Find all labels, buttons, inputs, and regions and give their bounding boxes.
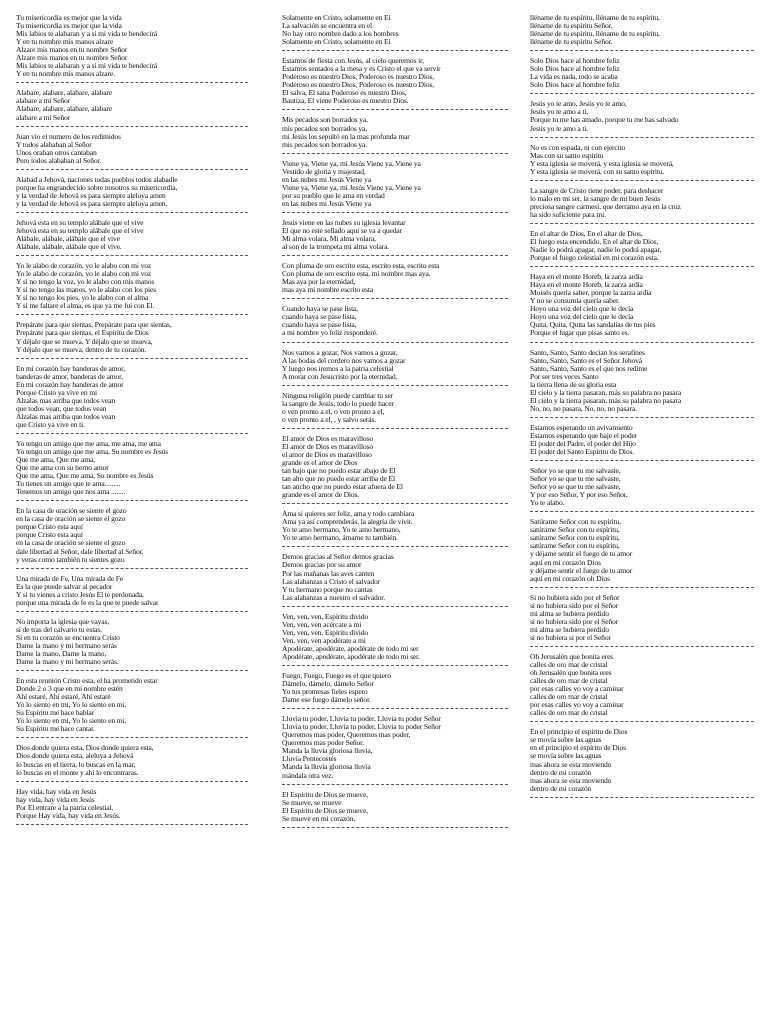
lyric-line: dentro de mi corazón <box>530 784 592 793</box>
lyric-line: dale libertad al Señor, dale libertad al Señor, <box>16 547 144 556</box>
lyric-line: mi alma se hubiera perdido <box>530 625 609 634</box>
lyric-line: lléname de tu espíritu Señor, <box>530 22 613 31</box>
lyric-line: Alábale, alábale, alábale que el vive <box>16 235 120 244</box>
lyric-line: si no hubiera sido por el Señor <box>530 617 619 626</box>
lyric-line: Porque tu me has amado, porque tu me has salvado <box>530 116 679 125</box>
lyric-line: El poder del Santo Espíritu de Dios. <box>530 448 635 457</box>
lyric-line: Y si tu vienes a cristo Jesús El te perdonada, <box>16 590 144 599</box>
lyric-line: Una mirada de Fe, Una mirada de Fe <box>16 574 124 583</box>
lyric-line: No es con espada, ni con ejercito <box>530 143 626 152</box>
lyric-line: preciosa sangre carmesí, que derramo aya en la cruz <box>530 202 681 211</box>
lyric-line: Se mueve, se mueve <box>282 798 342 807</box>
lyric-line: Satúrame Señor con tu espíritu, <box>530 518 621 527</box>
song-block <box>530 651 754 722</box>
song-block <box>282 611 508 666</box>
song-block <box>282 303 508 342</box>
lyric-line: Y si no tengo la voz, yo le alabo con mis manos <box>16 278 155 287</box>
lyric-line: Con pluma de oro escrito esta, mi nombre mas aya. <box>282 270 431 279</box>
lyric-line: se movía sobre las aguas <box>530 752 602 761</box>
lyric-line: Lluvia tu poder, Lluvia tu poder, Lluvia tu poder Señor <box>282 723 441 732</box>
lyric-line: mi Jesús los sepultó en la mas profunda mar <box>282 132 410 141</box>
lyric-line: Y todos alababan al Señor <box>16 140 92 149</box>
lyric-line: aquí en mi corazón oh Dios <box>530 574 610 583</box>
lyric-line: Poderoso es nuestro Dios, Poderoso es nuestro Dios, <box>282 73 435 82</box>
lyric-line: Yo te amo hermano, Yo te amo hermano, <box>282 526 401 535</box>
lyric-line: Haya en el monte Horeb, la zarza ardía <box>530 273 643 282</box>
lyric-line: En la casa de oración se siente el gozo <box>16 507 127 516</box>
song-block <box>530 271 754 342</box>
lyric-line: Yo te alabo. <box>530 499 565 508</box>
lyric-line: Ama si quieres ser feliz, ama y todo cambiara <box>282 510 415 519</box>
lyric-line: Y por eso Señor, Y por eso Señor, <box>530 491 628 500</box>
lyric-line: Jehová esta en su templo alábale que el vive <box>16 226 144 235</box>
song-block <box>530 726 754 797</box>
lyric-line: Lluvia tu poder, Lluvia tu poder, Lluvia tu poder Señor <box>282 715 441 724</box>
song-block <box>282 12 508 51</box>
lyric-line: Unos oraban otros cantaban <box>16 148 97 157</box>
lyric-line: Poderoso es nuestro Dios, Poderoso es nuestro Dios, <box>282 81 435 90</box>
lyric-line: lo malo en mi ser, la sangre de mi buen Jesús <box>530 194 661 203</box>
lyric-line: Ven, ven, ven acércate a mi <box>282 620 362 629</box>
lyric-line: Tu misericordia es mejor que la vida <box>16 14 122 22</box>
lyric-line: Queremos mas poder Señor. <box>282 739 364 748</box>
lyric-line: Alzalas mas arriba que todos vean <box>16 412 116 421</box>
lyric-line: Y luego nos iremos a la patria celestial <box>282 364 394 373</box>
lyric-line: Dame la mano y mi hermano serás <box>16 641 117 650</box>
lyric-line: Yo tengo un amigo que me ama, me ama, me ama <box>16 439 161 448</box>
lyric-line: Jehová esta en su templo alábale que el vive <box>16 218 144 227</box>
lyric-line: por su pueblo que le ama en verdad <box>282 191 385 200</box>
lyric-line: Tenemos un amigo que nos ama ........ <box>16 488 126 497</box>
lyric-line: Estamos esperando un avivamiento <box>530 423 633 432</box>
song-block <box>16 438 248 501</box>
lyric-line: lo buscas en el tierra, lo buscas en la mar, <box>16 760 136 769</box>
lyric-line: El amor de Dios es maravilloso <box>282 434 374 443</box>
lyric-line: satúrame Señor con tu espíritu, <box>530 526 620 535</box>
lyric-line: Su Espíritu me hace hablar <box>16 709 94 718</box>
lyric-line: Dios donde quiera esta, Dios donde quiera esta, <box>16 744 154 753</box>
lyric-line: Demos gracias al Señor demos gracias <box>282 553 394 562</box>
lyric-line: el amor de Dios es maravilloso <box>282 450 372 459</box>
lyric-line: Hoyo una voz del cielo que le decía <box>530 305 634 314</box>
lyric-line: ha sido suficiente para mi. <box>530 210 606 219</box>
lyric-line: Porque Hay vida, hay vida en Jesús. <box>16 811 121 820</box>
lyric-line: Yo tus promesas fieles espero <box>282 688 368 697</box>
lyric-line: El amor de Dios es maravilloso <box>282 442 374 451</box>
lyric-line: El Espíritu de Dios se mueve, <box>282 790 368 799</box>
lyric-line: Juan vio el numero de los redimidos <box>16 132 121 141</box>
lyric-line: Y no se consumía quería saber. <box>530 297 620 306</box>
song-block <box>282 789 508 828</box>
lyric-line: en el principio el espíritu de Dios <box>530 744 626 753</box>
lyric-line: en las nubes mi Jesús Viene ya <box>282 199 371 208</box>
lyric-line: Por las mañanas las aves canten <box>282 569 375 578</box>
lyric-line: porque ha engrandecido sobre nosotros su misericordia, <box>16 183 178 192</box>
song-block <box>16 786 248 825</box>
lyric-line: Yo lo siento en mi, Yo lo siento en mi, <box>16 717 127 726</box>
lyric-line: tan bajo que no puedo estar abajo de El <box>282 467 396 476</box>
lyric-line: Ven, ven, ven, Espíritu divido <box>282 628 368 637</box>
song-block <box>282 347 508 386</box>
song-block <box>16 174 248 213</box>
lyric-line: En mi corazón hay banderas de amor <box>16 380 124 389</box>
lyric-line: El cielo y la tierra pasaran, más su palabra no pasara <box>530 396 682 405</box>
lyric-line: La sangre de Cristo tiene poder, para deshacer <box>530 186 664 195</box>
lyric-line: A morar con Jesucristo por la eternidad. <box>282 372 398 381</box>
song-block <box>16 573 248 612</box>
lyric-line: No, no, no pasara, No, no, no pasara. <box>530 404 637 413</box>
lyric-line: alabare a mi Señor <box>16 97 71 106</box>
lyric-line: Dame la mano, Dame la mano, <box>16 650 107 658</box>
lyric-line: tan ancho que no puedo estar afuera de El <box>282 483 403 492</box>
song-block <box>530 142 754 181</box>
lyric-line: lléname de tu espíritu, lléname de tu espíritu, <box>530 14 660 22</box>
lyric-line: lléname de tu espíritu, lléname de tu espíritu, <box>530 30 660 39</box>
lyric-line: Si no hubiera sido por el Señor <box>530 593 620 602</box>
lyric-line: Santo, Santo, Santo es el Señor Jehová <box>530 356 642 365</box>
lyric-line: Ven, ven, ven, Espíritu divido <box>282 612 368 621</box>
lyric-line: Alábale, alábale, alábale que el vive. <box>16 243 122 252</box>
lyric-line: mas ahora se esta moviendo <box>530 760 612 769</box>
song-block <box>282 713 508 784</box>
lyric-line: mas aya mi nombre escrito esta <box>282 286 374 295</box>
lyrics-column-2 <box>282 12 508 832</box>
lyric-line: Alabare, alabare, alabare, alabare <box>16 105 113 114</box>
lyric-line: mas ahora se esta moviendo <box>530 776 612 785</box>
lyric-line: En mi corazón hay banderas de amor, <box>16 364 125 373</box>
lyric-line: Porque Cristo ya vive en mi <box>16 388 97 397</box>
song-block <box>282 670 508 709</box>
lyric-line: Señor yo se que tu me salvaste, <box>530 483 621 492</box>
lyric-line: y la verdad de Jehová es para siempre aleluya amen <box>16 191 166 200</box>
lyric-line: Se mueve en mi corazón. <box>282 814 356 823</box>
lyric-line: Solamente en Cristo, solamente en El <box>282 38 391 47</box>
lyric-line: lo buscas en el monte y ahí lo encontraras. <box>16 768 139 777</box>
lyric-line: En el altar de Dios, En el altar de Dios, <box>530 229 643 238</box>
lyric-line: Solo Dios hace al hombre feliz <box>530 65 620 74</box>
song-block <box>530 55 754 94</box>
lyric-line: Prepárate para que sientas, Prepárate para que sientas, <box>16 321 172 330</box>
lyric-line: Haya en el monte Horeb, la zarza ardía <box>530 281 643 290</box>
lyric-line: En esta reunión Cristo esta, el ha prometido estar <box>16 677 158 686</box>
lyric-line: Fuego, Fuego, Fuego es el que quiero <box>282 672 391 680</box>
lyric-line: El salva, El sana Poderoso es nuestro Dios, <box>282 89 407 98</box>
lyric-line: Oh Jerusalén que bonita eres <box>530 652 614 661</box>
lyric-line: Es la que puede salvar al pecador <box>16 582 113 591</box>
lyric-line: Apodérate, apodérate, apodérate de todo mi ser. <box>282 652 420 661</box>
lyric-line: Ahí estaré, Ahí estaré, Ahí estaré <box>16 693 111 702</box>
song-block <box>530 228 754 267</box>
lyric-line: oh Jerusalén que bonita eres <box>530 669 612 678</box>
lyric-line: hay vida, hay vida en Jesús <box>16 795 95 804</box>
lyric-line: Mas aya por la eternidad, <box>282 278 356 287</box>
lyric-line: lléname de tu espíritu Señor. <box>530 38 613 47</box>
lyric-line: Alzare mis manos en tu nombre Señor <box>16 46 128 55</box>
song-block <box>16 260 248 315</box>
lyric-line: Que me ama con su tierno amor <box>16 464 109 473</box>
lyric-line: Las alabanzas a nuestro el salvador. <box>282 593 385 602</box>
song-block <box>16 319 248 358</box>
lyric-line: Solo Dios hace al hombre feliz <box>530 81 620 90</box>
lyric-line: No hay otro nombre dado a los hombres <box>282 30 399 39</box>
lyric-line: se movía sobre las aguas <box>530 736 602 745</box>
song-block <box>16 675 248 738</box>
lyric-line: Prepárate para que sientas, el Espíritu de Dios <box>16 329 149 338</box>
song-block <box>16 131 248 170</box>
song-block <box>16 217 248 256</box>
lyric-line: calles de oro mar de cristal <box>530 709 608 718</box>
lyric-line: Que me ama, Que me ama, <box>16 456 95 465</box>
lyric-line: tan alto que no puedo estar arriba de El <box>282 475 395 484</box>
lyric-line: Por El entrare a la patria celestial, <box>16 803 114 812</box>
lyric-line: No importa la iglesia que vayas, <box>16 617 110 626</box>
lyric-line: Viene ya, Viene ya, mi Jesús Viene ya, Viene ya <box>282 183 421 192</box>
lyric-line: Jesús yo te amo a ti. <box>530 124 589 133</box>
lyric-line: a mi nombre yo feliz responderé. <box>282 329 378 338</box>
song-block <box>530 422 754 461</box>
lyric-line: Donde 2 o 3 que en mi nombre estén <box>16 685 123 694</box>
lyric-line: calles de oro mar de cristal <box>530 661 608 669</box>
song-block <box>530 465 754 512</box>
lyric-line: Alabare, alabare, alabare, alabare <box>16 89 113 98</box>
lyric-line: Ninguna religión puede cambiar tu ser <box>282 391 394 400</box>
lyric-line: Viene ya, Viene ya, mi Jesús Viene ya, Viene ya <box>282 159 421 168</box>
lyric-line: Y esta iglesia se moverá, con su santo espíritu. <box>530 167 665 176</box>
lyric-line: en la casa de oración se siente el gozo <box>16 515 126 524</box>
song-block <box>282 433 508 504</box>
lyrics-column-3 <box>530 12 754 802</box>
lyric-line: Y si no tengo las manos, yo le alabo con los pies <box>16 286 157 295</box>
song-block <box>530 98 754 137</box>
lyric-line: Y esta iglesia se moverá, y esta iglesia se moverá, <box>530 159 674 168</box>
lyric-line: Pero todos alababan al Señor. <box>16 156 102 165</box>
lyric-line: Santo, Santo, Santo decían los serafines <box>530 348 645 357</box>
song-block <box>16 12 248 83</box>
lyric-line: Solamente en Cristo, solamente en El <box>282 14 391 22</box>
lyric-line: porque Cristo esta aquí <box>16 523 83 532</box>
song-block <box>282 55 508 110</box>
lyric-line: Que me ama, Que me ama, Su nombre es Jesús <box>16 472 154 481</box>
lyric-line: La salvación se encuentra en el <box>282 22 373 31</box>
song-block <box>16 363 248 434</box>
lyric-line: Mis pecados son borrados ya, <box>282 116 368 125</box>
lyric-line: calles de oro mar de cristal <box>530 693 608 702</box>
lyric-line: Estamos esperando que baje el poder <box>530 431 638 440</box>
lyric-line: satúrame Señor con tu espíritu, <box>530 542 620 551</box>
lyric-line: cuando haya se pase lista, <box>282 313 357 322</box>
lyric-line: Porque el fuego celestial en mi corazón esta. <box>530 254 659 263</box>
song-block <box>530 185 754 224</box>
lyric-line: mis pecados son borrados ya, <box>282 124 368 133</box>
lyric-line: Yo le alabo de corazón, yo le alabo con mi voz <box>16 270 152 279</box>
lyric-line: Y déjalo que se mueva, Y déjalo que se mueva, <box>16 337 153 346</box>
lyric-line: por esas calles yo voy a caminar <box>530 701 624 710</box>
lyric-line: Y tu hermano porque no cantas <box>282 585 373 594</box>
song-block <box>16 616 248 671</box>
lyric-line: Por ser tres veces Santo <box>530 372 599 381</box>
lyric-line: mis pecados son borrados ya. <box>282 140 368 149</box>
lyric-line: A las bodas del cordero nos vamos a gozar <box>282 356 406 365</box>
lyric-line: grande es el amor de Dios. <box>282 491 360 500</box>
song-block <box>282 390 508 429</box>
song-block <box>530 516 754 587</box>
lyric-line: Yo te amo hermano, ámame tu también. <box>282 534 398 543</box>
lyric-line: Porque el lugar que pisas santo es. <box>530 329 630 338</box>
lyric-line: Tu misericordia es mejor que la vida <box>16 22 122 31</box>
lyric-line: Manda la lluvia gloriosa lluvia, <box>282 747 373 756</box>
lyric-line: Demos gracias por su amor <box>282 561 362 570</box>
lyric-line: al son de la trompeta mi alma volara. <box>282 243 390 252</box>
lyric-line: la sangre de Jesús, todo lo puede hacer <box>282 399 394 408</box>
song-block <box>282 114 508 153</box>
lyric-line: Cuando haya se pase lista, <box>282 305 359 314</box>
lyric-line: Lluvia Pentecostés <box>282 755 337 764</box>
lyric-line: y veras como también tu sientes gozo <box>16 555 125 564</box>
lyric-line: o ven pronto a el, , y salvo serás. <box>282 415 377 424</box>
lyric-line: cuando haya se pase lista, <box>282 321 357 330</box>
lyric-line: Ama ya así comprenderás, la alegría de vivir. <box>282 518 413 527</box>
lyric-line: por esas calles yo voy a caminar <box>530 685 624 694</box>
lyric-line: Estamos de fiesta con Jesús, al cielo queremos ir, <box>282 57 424 66</box>
lyric-line: Quita, Quita, Quita las sandalias de tus pies <box>530 321 656 330</box>
lyric-line: Y en tu nombre mis manos alzare. <box>16 70 115 79</box>
lyric-line: Con pluma de oro escrito esta, escrito esta, escrito esta <box>282 262 440 271</box>
lyric-line: calles de oro mar de cristal <box>530 677 608 686</box>
lyric-line: Solo Dios hace al hombre feliz <box>530 57 620 66</box>
lyric-line: Mas con su santo espíritu <box>530 151 604 160</box>
lyric-line: mándala otra vez. <box>282 771 334 780</box>
lyric-line: Hay vida, hay vida en Jesús <box>16 787 97 796</box>
lyric-line: alabare a mi Señor <box>16 113 71 122</box>
lyric-line: Nos vamos a gozar, Nos vamos a gozar, <box>282 348 398 357</box>
lyric-line: Bautiza, El viene Poderoso es nuestro Dios. <box>282 97 409 106</box>
song-block <box>16 742 248 781</box>
lyric-line: Moisés quería saber, porque la zarza ardía <box>530 289 652 298</box>
lyrics-column-1 <box>16 12 248 829</box>
lyric-line: Dame la mano y mi hermano serás. <box>16 658 119 667</box>
lyric-line: y la verdad de Jehová es para siempre aleluya amen. <box>16 199 168 208</box>
lyric-line: Alabad a Jehová, naciones todas pueblos todos alabadle <box>16 175 178 184</box>
lyric-line: Mis labios te alabaran y a si mi vida te bendecirá <box>16 62 157 71</box>
lyric-line: El fuego esta encendido, En el altar de Dios, <box>530 237 659 246</box>
lyric-line: Jesús yo te amo a ti, <box>530 108 589 117</box>
lyric-line: y déjame sentir el fuego de tu amor <box>530 550 633 559</box>
lyric-line: Dámelo, dámelo, dámelo Señor <box>282 680 374 689</box>
lyric-line: En el principio el espíritu de Dios <box>530 728 628 737</box>
lyric-line: La vida es nada, todo se acaba <box>530 73 618 82</box>
lyric-line: si no hubiera si por el Señor <box>530 633 611 642</box>
lyric-line: Y en tu nombre mis manos alzare <box>16 38 114 47</box>
song-block <box>282 158 508 213</box>
song-block <box>16 87 248 126</box>
lyric-line: que Cristo ya vive en ti. <box>16 420 85 429</box>
lyric-line: grande es el amor de Dios <box>282 459 358 468</box>
song-block <box>282 260 508 299</box>
lyric-line: Si en tu corazón se encuentra Cristo <box>16 633 120 642</box>
lyric-line: porque Cristo esta aquí <box>16 531 83 540</box>
lyric-line: Alzare mis manos en tu nombre Señor <box>16 54 128 63</box>
song-block <box>282 551 508 606</box>
lyric-line: banderas de amor, banderas de amor, <box>16 372 123 381</box>
lyric-line: Y si no tengo los pies, yo le alabo con el alma <box>16 294 149 303</box>
lyric-line: si de tras del calvario tu estas, <box>16 625 102 634</box>
song-block <box>530 347 754 418</box>
lyric-line: si no hubiera sido por el Señor <box>530 601 619 610</box>
lyric-line: Jesús viene en las nubes su iglesia levantar <box>282 218 406 227</box>
lyric-line: Yo le alabo de corazón, yo le alabo con mi voz <box>16 262 152 271</box>
lyric-line: mi alma se hubiera perdido <box>530 609 609 618</box>
lyric-line: satúrame Señor con tu espíritu, <box>530 534 620 543</box>
lyric-line: porque una mirada de fe es la que te puede salvar <box>16 598 159 607</box>
lyric-line: en la casa de oración se siente el gozo <box>16 539 126 548</box>
lyric-line: Nadie lo podrá apagar, nadie lo podrá apagar, <box>530 246 662 255</box>
lyric-line: Ven, ven, ven apodérate a mi <box>282 636 366 645</box>
lyric-line: Mis labios te alabaran y a si mi vida te bendecirá <box>16 30 157 39</box>
song-block <box>282 508 508 547</box>
lyric-line: que todos vean, que todos vean <box>16 404 107 413</box>
lyric-line: Hoyo una voz del cielo que le decía <box>530 313 634 322</box>
lyric-line: El que no este sellado aquí se va a quedar <box>282 226 403 235</box>
lyric-line: Queremos mas poder, Queremos mas poder, <box>282 731 411 740</box>
lyric-line: El poder del Padre, el poder del Hijo <box>530 439 636 448</box>
lyric-line: Las alabanzas a Cristo el salvador <box>282 577 381 586</box>
lyric-line: Dame ese fuego dámelo señor. <box>282 696 371 705</box>
lyric-line: Manda la lluvia gloriosa lluvia <box>282 763 371 772</box>
song-block <box>16 505 248 568</box>
song-block <box>530 12 754 51</box>
lyric-line: Y déjalo que se mueva, dentro de tu corazón. <box>16 345 147 354</box>
lyric-line: Yo tengo un amigo que me ama, Su nombre es Jesús <box>16 448 169 457</box>
lyric-line: o ven pronto a el, o ven pronto a el, <box>282 407 385 416</box>
song-block <box>530 592 754 647</box>
lyric-line: la tierra llena de su gloria esta <box>530 380 617 389</box>
lyric-line: El cielo y la tierra pasaran, más su palabra no pasara <box>530 388 682 397</box>
lyric-line: Su Espíritu me hace cantar. <box>16 725 95 734</box>
lyric-line: Alzalas mas arriba que todos vean <box>16 396 116 405</box>
lyric-line: Santo, Santo, Santo es el que nos redime <box>530 364 648 373</box>
lyric-line: Apodérate, apodérate, apodérate de todo mi ser <box>282 644 419 653</box>
lyric-line: Estamos sentados a la mesa y es Cristo el que va servir <box>282 65 441 74</box>
song-block <box>282 217 508 256</box>
lyric-line: y déjame sentir el fuego de tu amor <box>530 566 633 575</box>
lyric-line: Yo lo siento en mi, Yo lo siento en mi, <box>16 701 127 710</box>
lyric-line: Tu tienes un amigo que te ama......... <box>16 480 121 489</box>
lyric-line: Jesús yo te amo, Jesús yo te amo, <box>530 100 627 109</box>
lyric-line: Señor yo se que tu me salvaste, <box>530 475 621 484</box>
lyric-line: Y si me faltare el alma, es que ya me fui con El. <box>16 302 155 311</box>
lyric-line: Señor yo se que tu me salvaste, <box>530 467 621 476</box>
lyric-line: aquí en mi corazón Dios <box>530 558 601 567</box>
lyric-line: Mi alma volara, Mi alma volara, <box>282 235 376 244</box>
lyric-line: Vestido de gloria y majestad, <box>282 167 366 176</box>
lyric-line: en las nubes mi Jesús Viene ya <box>282 175 371 184</box>
lyric-line: dentro de mi corazón <box>530 768 592 777</box>
lyric-line: Dios donde quiera esta, aleluya a Jehová <box>16 752 134 761</box>
lyric-line: El Espíritu de Dios se mueve, <box>282 806 368 815</box>
